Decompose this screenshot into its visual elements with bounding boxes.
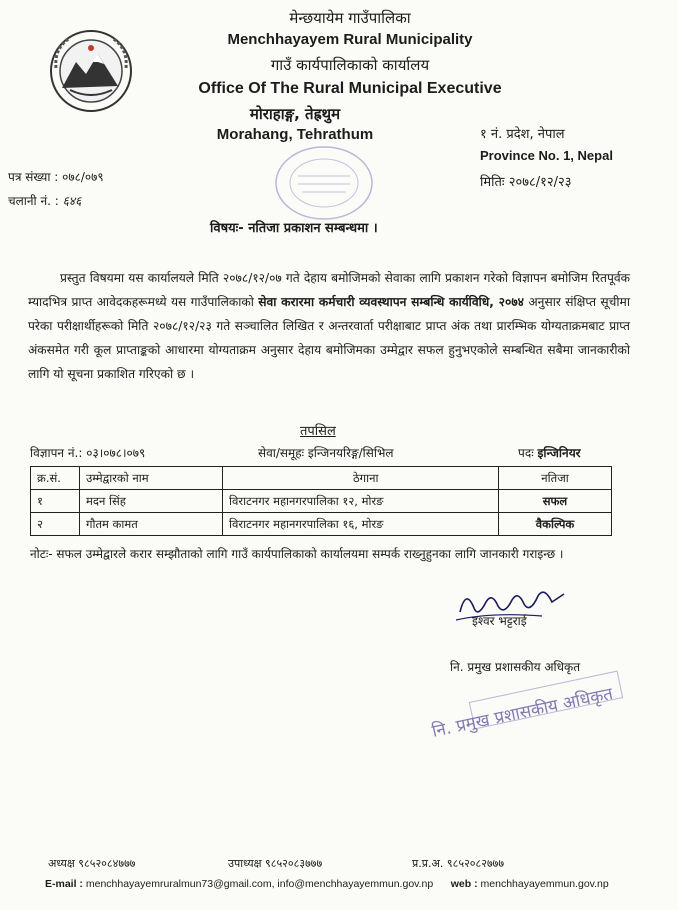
body-paragraph	[28, 266, 630, 386]
table-row	[31, 490, 612, 513]
post-value: इन्जिनियर	[537, 446, 581, 460]
letter-number-value: ०७८/०७९	[62, 170, 104, 184]
subject-line: विषयः- नतिजा प्रकाशन सम्बन्धमा ।	[210, 221, 378, 236]
service-group-label: सेवा/समूहः	[258, 446, 305, 460]
table-row	[31, 513, 612, 536]
municipality-name-english: Menchhayayem Rural Municipality	[227, 31, 473, 48]
office-name-english: Office Of The Rural Municipal Executive	[198, 80, 502, 97]
place-nepali: मोराहाङ्ग, तेह्रथुम	[249, 105, 341, 123]
col-result-header: नतिजा	[499, 467, 612, 490]
cell-name: गौतम कामत	[80, 513, 223, 536]
office-name-nepali: गाउँ कार्यपालिकाको कार्यालय	[270, 56, 430, 74]
dispatch-number	[8, 192, 81, 209]
date-value: २०७८/१२/२३	[508, 175, 572, 190]
office-stamp-seal	[268, 140, 380, 226]
col-serial-header: क्र.सं.	[31, 467, 80, 490]
body-part-1: प्रस्तुत विषयमा यस कार्यालयले मिति २०७८/१२/०७ गते देहाय बमोजिमको सेवाका लागि प्रकाशन गरेको विज्ञापन बमोजिम रितपूर्वक म्यादभित्र प्राप्त आवेदकहरूमध्ये यस गाउँपालिकाको	[28, 271, 630, 309]
cell-serial: १	[31, 490, 80, 513]
post-label: पदः	[518, 446, 534, 460]
footer-vice-phone: उपाध्यक्ष ९८५२०८३७७७	[228, 857, 323, 870]
web-address[interactable]: menchhayayemmun.gov.np	[480, 878, 609, 890]
municipality-emblem	[48, 28, 134, 114]
col-name-header: उम्मेद्वारको नाम	[80, 467, 223, 490]
col-address-header: ठेगाना	[223, 467, 499, 490]
body-bold-policy: सेवा करारमा कर्मचारी व्यवस्थापन सम्बन्धि कार्यविधि, २०७४	[258, 295, 524, 309]
table-header-row	[31, 467, 612, 490]
post	[518, 444, 581, 461]
footer-cao-phone: प्र.प्र.अ. ९८५२०८२७७७	[412, 857, 505, 870]
dispatch-number-value: ६४६	[62, 194, 82, 208]
cell-result: वैकल्पिक	[499, 513, 612, 536]
letter-number-label: पत्र संख्या :	[8, 170, 59, 184]
province-english: Province No. 1, Nepal	[480, 148, 613, 163]
email-label: E-mail :	[45, 878, 83, 890]
cell-serial: २	[31, 513, 80, 536]
date-line	[480, 172, 572, 190]
footer-chair-phone: अध्यक्ष ९८५२०८४७७७	[48, 857, 136, 870]
signatory-name: इश्वर भट्टराई	[472, 614, 527, 628]
municipality-name-nepali: मेन्छयायेम गाउँपालिका	[289, 9, 411, 27]
cell-address: विराटनगर महानगरपालिका १६, मोरङ	[223, 513, 499, 536]
province-nepali: १ नं. प्रदेश, नेपाल	[480, 127, 565, 142]
advert-number-value: ०३।०७८।०७९	[86, 446, 146, 460]
note-text: नोटः- सफल उम्मेद्वारले करार सम्झौताको लागि गाउँ कार्यपालिकाको कार्यालयमा सम्पर्क राख्नुहुनका लागि जानकारी गराइन्छ ।	[30, 547, 564, 561]
date-label: मितिः	[480, 175, 505, 190]
signatory-title: नि. प्रमुख प्रशासकीय अधिकृत	[450, 660, 581, 674]
title-stamp-text: नि. प्रमुख प्रशासकीय अधिकृत	[430, 684, 615, 742]
place-english: Morahang, Tehrathum	[216, 126, 374, 143]
cell-address: विराटनगर महानगरपालिका १२, मोरङ	[223, 490, 499, 513]
email-addresses[interactable]: menchhayayemruralmun73@gmail.com, info@menchhayayemmun.gov.np	[85, 878, 434, 890]
web-label: web :	[450, 878, 478, 890]
cell-name: मदन सिंह	[80, 490, 223, 513]
letter-number	[8, 168, 104, 185]
body-part-2: अनुसार संक्षिप्त सूचीमा परेका परीक्षार्थीहरूको मिति २०७८/१२/२३ गते सञ्चालित लिखित र अन्तरवार्ता परीक्षाबाट प्राप्त अंक तथा प्रारम्भिक योग्यताक्रमबाट प्राप्त अंकसमेत गरी कूल प्राप्ताङ्कको आधारमा योग्यताक्रम अनुसार देहाय बमोजिमका उम्मेद्वार सफल हुनुभएकोले सम्बन्धित सबैमा जानकारीको लागि यो सूचना प्रकाशित गरिएको छ ।	[28, 295, 630, 381]
advert-number	[30, 444, 145, 461]
tapsil-heading: तपसिल	[300, 424, 336, 439]
cell-result: सफल	[499, 490, 612, 513]
service-group-value: इन्जिनयरिङ्ग/सिभिल	[307, 446, 394, 460]
footer-contact-line	[45, 878, 609, 890]
service-group	[258, 444, 394, 461]
results-table	[30, 466, 612, 536]
advert-number-label: विज्ञापन नं.:	[30, 446, 83, 460]
dispatch-number-label: चलानी नं. :	[8, 194, 59, 208]
